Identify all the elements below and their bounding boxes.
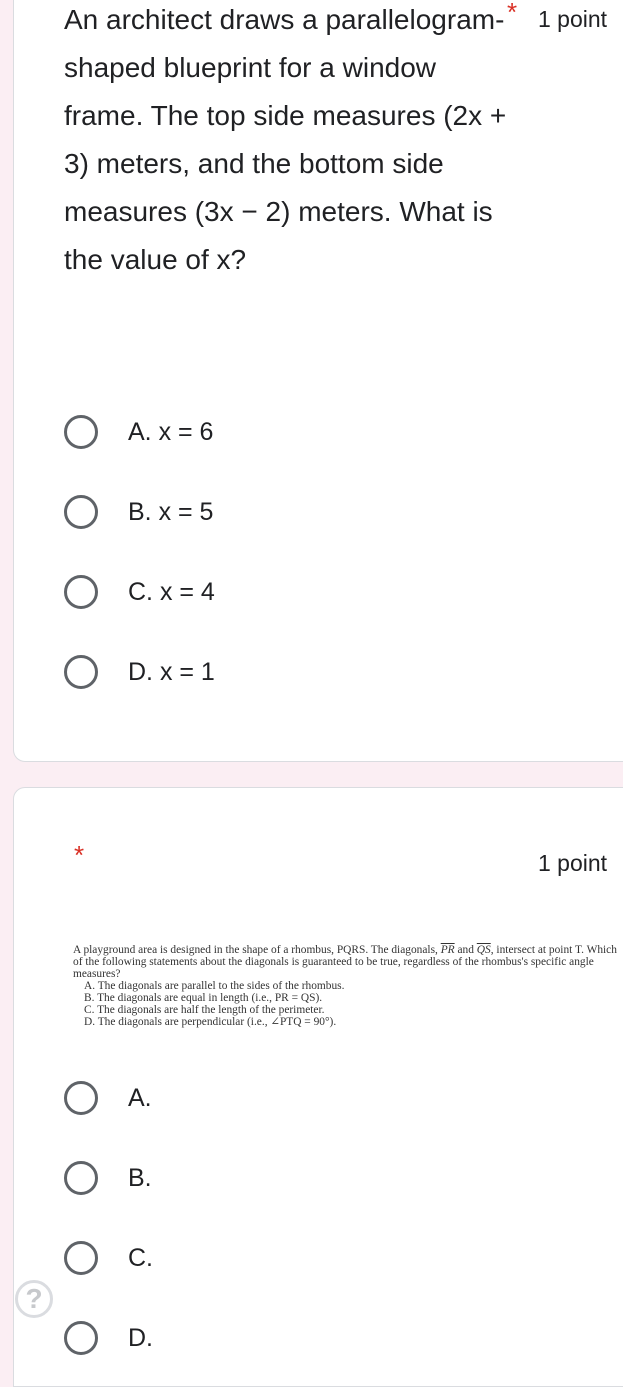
image-choice-a: A. The diagonals are parallel to the sides of the rhombus.: [84, 980, 345, 992]
radio-button[interactable]: [64, 1241, 98, 1275]
option-label: C. x = 4: [128, 578, 215, 606]
help-icon[interactable]: ?: [15, 1280, 53, 1318]
required-asterisk: *: [74, 840, 85, 870]
question-2-option-b[interactable]: [64, 1158, 152, 1198]
question-2-option-c[interactable]: [64, 1238, 153, 1278]
radio-button[interactable]: [64, 1161, 98, 1195]
option-label: A. x = 6: [128, 418, 214, 446]
option-label: B. x = 5: [128, 498, 214, 526]
option-label: A.: [128, 1084, 152, 1112]
option-label: C.: [128, 1244, 153, 1272]
image-choice-d: D. The diagonals are perpendicular (i.e., ∠PTQ = 90°).: [84, 1016, 337, 1028]
question-2-points: 1 point: [538, 850, 608, 876]
image-choice-b: B. The diagonals are equal in length (i.e., PR = QS).: [84, 992, 323, 1004]
question-1-option-d[interactable]: [64, 652, 215, 692]
diagonal-qs: $\overline{QS}$: [476, 944, 491, 956]
option-label: D.: [128, 1324, 153, 1352]
option-label: D. x = 1: [128, 658, 215, 686]
radio-button[interactable]: [64, 1321, 98, 1355]
question-1-title: An architect draws a parallelogram-shaped blueprint for a window frame. The top side measures (2x + 3) meters, and the bottom side measures (3x − 2) meters. What is the value of x?: [64, 4, 507, 275]
question-2-image: [73, 944, 618, 1028]
question-1-points: 1 point: [538, 6, 608, 32]
radio-button[interactable]: [64, 495, 98, 529]
radio-button[interactable]: [64, 575, 98, 609]
question-1-option-a[interactable]: [64, 412, 213, 452]
question-2-option-d[interactable]: [64, 1318, 153, 1358]
option-label: B.: [128, 1164, 152, 1192]
image-choice-c: C. The diagonals are half the length of the perimeter.: [84, 1004, 325, 1016]
diagonal-pr: $\overline{PR}$: [440, 944, 455, 956]
radio-button[interactable]: [64, 1081, 98, 1115]
question-2-stem: A playground area is designed in the shape of a rhombus, PQRS. The diagonals, $\overline{PR}$ and $\overline{QS}$, intersect at point T. Which of the following statements about the diagonals is guaranteed to be true, regardless of the rhombus's specific angle measures?: [73, 944, 617, 980]
question-1-option-c[interactable]: [64, 572, 215, 612]
question-2-option-a[interactable]: [64, 1078, 152, 1118]
radio-button[interactable]: [64, 415, 98, 449]
radio-button[interactable]: [64, 655, 98, 689]
question-1-option-b[interactable]: [64, 492, 213, 532]
required-asterisk: *: [507, 0, 518, 27]
